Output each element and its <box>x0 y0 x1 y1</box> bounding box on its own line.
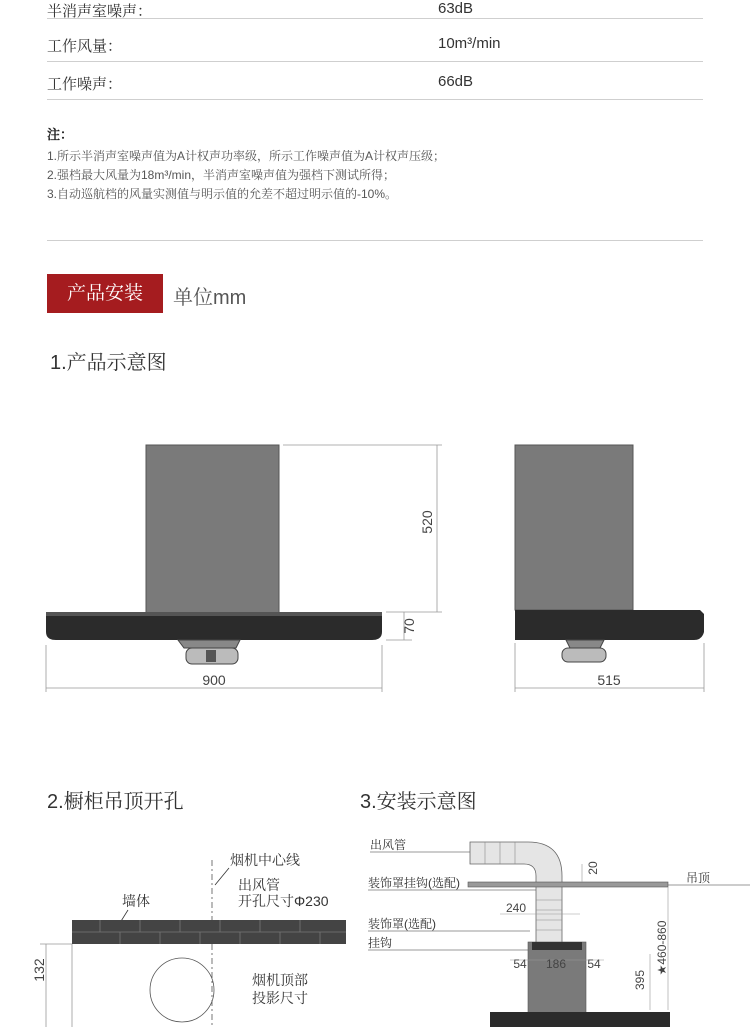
dim-240: 240 <box>505 901 527 915</box>
hook-label: 挂钩 <box>368 936 393 950</box>
dim-900: 900 <box>202 672 226 688</box>
spec-label: 半消声室噪声： <box>47 3 153 20</box>
install-unit: 单位mm <box>173 287 247 309</box>
leader-line <box>215 868 229 885</box>
diagram3-title: 3.安装示意图 <box>360 791 477 813</box>
dim-54-right: 54 <box>587 957 601 971</box>
side-control-pod <box>562 648 606 662</box>
dim-186: 186 <box>545 957 567 971</box>
dim-395: 395 <box>633 969 647 991</box>
ceiling-board <box>468 882 668 887</box>
diagram1-title: 1.产品示意图 <box>50 352 167 374</box>
wall-label: 墙体 <box>122 893 150 909</box>
spec-label: 工作噪声： <box>47 76 123 93</box>
front-canopy <box>46 612 382 640</box>
product-diagram <box>0 400 750 700</box>
dim-54-left: 54 <box>513 957 527 971</box>
install-diagram <box>350 830 750 1027</box>
front-canopy-edge <box>46 612 382 616</box>
side-filter <box>566 640 604 648</box>
front-chimney <box>146 445 279 613</box>
outlet-label-2: 开孔尺寸Φ230 <box>238 893 329 909</box>
front-control-screen <box>206 650 216 662</box>
spec-row <box>47 61 703 100</box>
spec-row <box>47 23 703 62</box>
front-filter <box>178 640 240 648</box>
center-label: 烟机中心线 <box>230 852 300 868</box>
diagram2-title: 2.橱柜吊顶开孔 <box>47 791 184 813</box>
dim-20: 20 <box>586 861 600 875</box>
notes <box>47 124 707 204</box>
spec-label: 工作风量： <box>47 38 123 55</box>
projection-label-2: 投影尺寸 <box>252 990 308 1006</box>
install-tag: 产品安装 <box>47 274 163 313</box>
note-line: 1.所示半消声室噪声值为A计权声功率级，所示工作噪声值为A计权声压级； <box>47 149 446 163</box>
side-chimney <box>515 445 633 610</box>
dim-70: 70 <box>401 618 417 634</box>
dim-520: 520 <box>419 510 435 534</box>
note-line: 3.自动巡航档的风量实测值与明示值的允差不超过明示值的-10%。 <box>47 187 398 201</box>
duct-label: 出风管 <box>370 838 407 852</box>
outlet-label-1: 出风管 <box>238 877 280 893</box>
spec-value: 10m³/min <box>438 35 501 52</box>
duct-elbow <box>470 842 562 950</box>
outlet-hole <box>150 958 214 1022</box>
note-line: 2.强档最大风量为18m³/min，半消声室噪声值为强档下测试所得； <box>47 168 396 182</box>
cover-label: 装饰罩(选配) <box>368 917 436 931</box>
spec-value: 63dB <box>438 0 474 17</box>
hook-cover-label: 装饰罩挂钩(选配) <box>368 876 460 890</box>
dim-range: ★460-860 <box>655 920 669 976</box>
cabinet-diagram <box>0 840 360 1027</box>
spec-value: 66dB <box>438 73 474 90</box>
ceiling-label: 吊顶 <box>686 871 711 885</box>
projection-label-1: 烟机顶部 <box>252 972 308 988</box>
notes-title: 注： <box>47 127 74 142</box>
install-hook-plate <box>532 942 582 950</box>
dim-515: 515 <box>597 672 621 688</box>
install-canopy <box>490 1012 670 1027</box>
divider <box>47 240 703 241</box>
dim-132: 132 <box>31 958 47 982</box>
spec-row <box>47 0 703 19</box>
side-canopy <box>515 610 704 640</box>
